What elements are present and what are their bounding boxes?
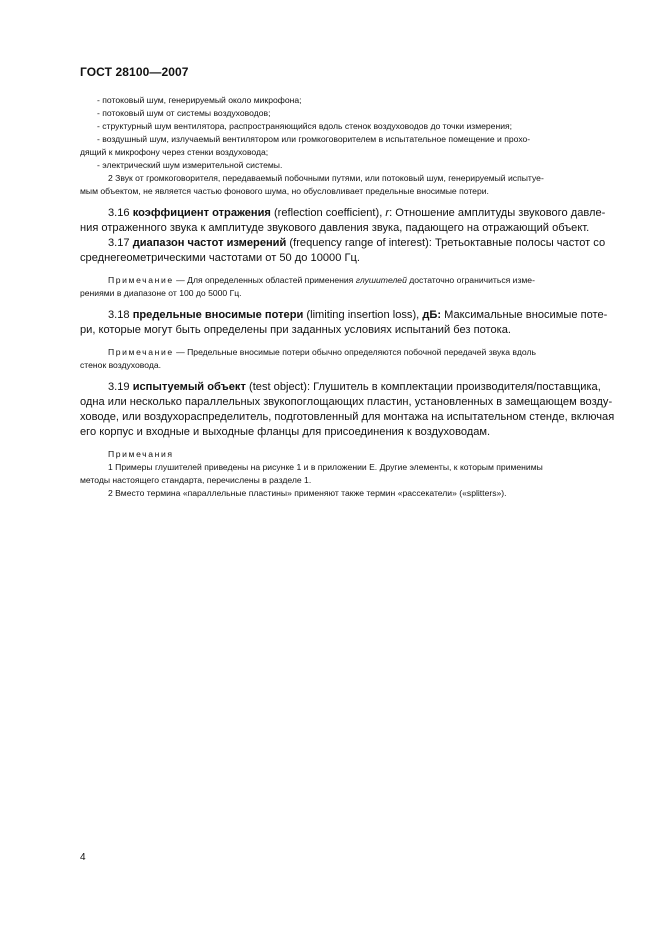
term-definition: : Отношение амплитуды звукового давле- xyxy=(389,207,606,219)
term-name: диапазон частот измерений xyxy=(132,237,287,249)
note-line: 2 Вместо термина «параллельные пластины» применяют также термин «рассекатели» («splitters»). xyxy=(108,488,507,498)
note-line xyxy=(80,346,615,359)
term-number: 3.19 xyxy=(108,381,130,393)
term-line xyxy=(80,236,615,251)
term-english: (reflection coefficient), xyxy=(273,207,383,219)
term-3-16 xyxy=(80,206,615,236)
term-number: 3.16 xyxy=(108,207,130,219)
note-text: — Предельные вносимые потери обычно определяются побочной передачей звука вдоль xyxy=(173,347,536,357)
term-definition-line: одна или несколько параллельных звукопоглощающих пластин, установленных в замещающем возду- xyxy=(80,396,613,408)
note-line: стенок воздуховода. xyxy=(80,360,162,370)
term-name: коэффициент отражения xyxy=(132,207,271,219)
list-item: - потоковый шум, генерируемый около микрофона; xyxy=(97,95,302,105)
note-3-17 xyxy=(80,274,615,300)
list-item: - потоковый шум от системы воздуховодов; xyxy=(97,108,271,118)
note-line: 1 Примеры глушителей приведены на рисунке 1 и в приложении Е. Другие элементы, к которым применимы xyxy=(108,462,543,472)
note-line: 2 Звук от громкоговорителя, передаваемый побочными путями, или потоковый шум, генерируемый испытуе- xyxy=(108,173,544,183)
term-3-19 xyxy=(80,380,615,440)
term-number: 3.17 xyxy=(108,237,130,249)
list-item: - воздушный шум, излучаемый вентилятором или громкоговорителем в испытательное помещение и прохо- xyxy=(97,134,531,144)
term-symbol: r xyxy=(385,207,390,219)
note-2 xyxy=(80,172,615,198)
document-header: ГОСТ 28100—2007 xyxy=(80,65,189,79)
term-english: (limiting insertion loss), xyxy=(306,309,420,321)
note-line xyxy=(80,274,615,287)
term-3-18 xyxy=(80,308,615,338)
notes-3-19 xyxy=(80,448,615,500)
page-content xyxy=(80,94,615,500)
term-definition-line: ния отраженного звука к амплитуде звукового давления звука, падающего на отражающий объект. xyxy=(80,222,590,234)
list-item: - электрический шум измерительной системы. xyxy=(97,160,283,170)
term-definition-line: его корпус и входные и выходные фланцы для присоединения к воздуховодам. xyxy=(80,426,491,438)
term-english: (frequency range of interest): Третьоктавные полосы частот со xyxy=(289,237,606,249)
page-number: 4 xyxy=(80,852,86,863)
note-line: рениями в диапазоне от 100 до 5000 Гц. xyxy=(80,288,242,298)
term-english: (test object): Глушитель в комплектации производителя/поставщика, xyxy=(249,381,601,393)
note-text: — Для определенных областей применения xyxy=(173,275,356,285)
term-name: предельные вносимые потери xyxy=(132,309,304,321)
term-name: испытуемый объект xyxy=(132,381,246,393)
note-label: Примечание xyxy=(108,347,174,357)
note-italic: глушителей xyxy=(355,275,407,285)
note-line: методы настоящего стандарта, перечислены в разделе 1. xyxy=(80,475,312,485)
term-definition-line: ри, которые могут быть определены при заданных условиях испытаний без потока. xyxy=(80,324,512,336)
term-3-17 xyxy=(80,236,615,266)
term-line xyxy=(80,380,615,395)
term-number: 3.18 xyxy=(108,309,130,321)
note-label: Примечание xyxy=(108,275,174,285)
list-item-continuation: дящий к микрофону через стенки воздуховода; xyxy=(80,147,269,157)
term-definition-line: среднегеометрическими частотами от 50 до 10000 Гц. xyxy=(80,252,360,264)
note-text: достаточно ограничиться изме- xyxy=(406,275,535,285)
term-unit: дБ: xyxy=(422,309,442,321)
term-line xyxy=(80,308,615,323)
term-definition-line: ховоде, или воздухораспределитель, подготовленный для монтажа на испытательном стенде, включая xyxy=(80,411,615,423)
note-3-18 xyxy=(80,346,615,372)
list-item: - структурный шум вентилятора, распространяющийся вдоль стенок воздуховодов до точки измерения; xyxy=(97,121,513,131)
term-line xyxy=(80,206,615,221)
notes-label: Примечания xyxy=(108,449,174,459)
note-line: мым объектом, не является частью фонового шума, но обусловливает предельные вносимые потери. xyxy=(80,186,489,196)
noise-list xyxy=(80,94,615,172)
term-definition: Максимальные вносимые поте- xyxy=(441,309,608,321)
